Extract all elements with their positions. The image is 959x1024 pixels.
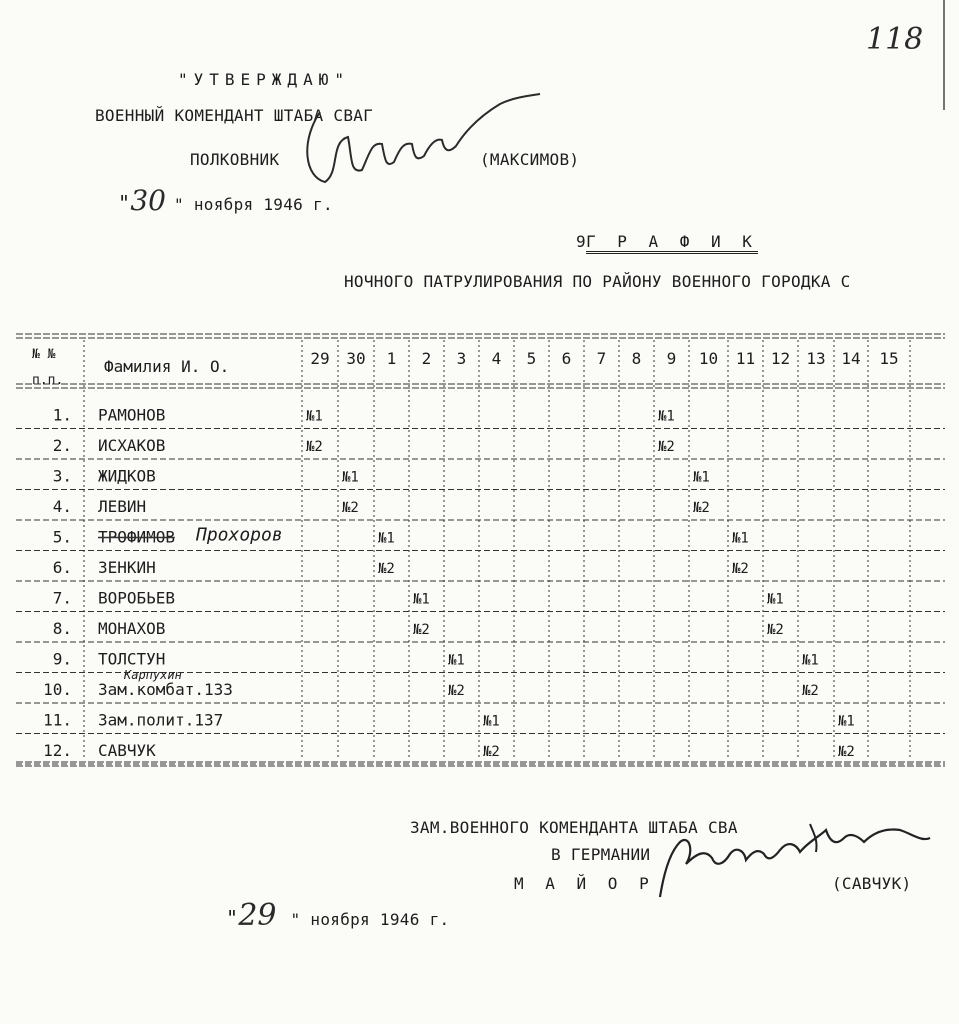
approval-title: "УТВЕРЖДАЮ": [178, 70, 350, 89]
row-name: ЛЕВИН: [98, 497, 147, 516]
signature-date-day: 29: [238, 898, 277, 933]
row-name: САВЧУК: [98, 741, 156, 760]
row-name: ТОЛСТУН: [98, 649, 166, 669]
header-day: 2: [421, 349, 432, 368]
signature-date-rest: " ноября 1946 г.: [290, 910, 450, 929]
row-name: ЖИДКОВ: [98, 466, 156, 486]
header-day: 14: [841, 349, 861, 368]
patrol-mark: №1: [767, 591, 784, 608]
patrol-mark: №1: [483, 713, 500, 730]
patrol-mark: №2: [378, 561, 395, 577]
approval-date: "30 " ноября 1946 г.: [118, 184, 333, 217]
patrol-mark: №1: [342, 469, 359, 486]
patrol-mark: №2: [767, 622, 784, 638]
row-name: ЗЕНКИН: [98, 558, 156, 577]
header-number-label: № №: [32, 347, 56, 362]
row-number: 1.: [52, 405, 72, 425]
patrol-mark: №2: [448, 683, 465, 699]
approval-name: (МАКСИМОВ): [480, 150, 580, 169]
signature-rank: М А Й О Р: [514, 874, 655, 893]
major-signature: [650, 812, 940, 902]
row-number: 7.: [52, 588, 72, 608]
row-handwritten-note: Карпухин: [124, 668, 182, 682]
approval-position: ВОЕННЫЙ КОМЕНДАНТ ШТАБА СВАГ: [95, 106, 374, 125]
row-name: ТРОФИМОВ: [98, 527, 176, 547]
row-number: 3.: [52, 466, 72, 486]
patrol-mark: №1: [378, 530, 395, 547]
patrol-mark: №1: [732, 530, 749, 547]
patrol-mark: №1: [658, 408, 675, 425]
patrol-mark: №2: [658, 439, 675, 455]
patrol-mark: №2: [732, 561, 749, 577]
signature-name: (САВЧУК): [832, 874, 912, 893]
patrol-mark: №1: [448, 652, 465, 669]
patrol-mark: №1: [802, 652, 819, 669]
header-number-label-sub: п.п.: [32, 373, 64, 388]
header-day: 1: [386, 349, 397, 368]
heading-subtitle: НОЧНОГО ПАТРУЛИРОВАНИЯ ПО РАЙОНУ ВОЕННОГО ГОРОДКА С: [344, 272, 851, 291]
header-day: 10: [698, 349, 719, 368]
heading-prefix: 9: [576, 232, 586, 251]
row-name: ИСХАКОВ: [98, 436, 166, 455]
patrol-mark: №2: [483, 744, 500, 760]
row-number: 8.: [52, 619, 72, 638]
patrol-mark: №1: [693, 469, 710, 486]
signature-line1: ЗАМ.ВОЕННОГО КОМЕНДАНТА ШТАБА СВА: [410, 818, 738, 837]
row-number: 11.: [43, 710, 72, 730]
row-handwritten-note: Прохоров: [196, 524, 283, 546]
patrol-mark: №2: [802, 683, 819, 699]
header-day: 3: [456, 349, 467, 368]
row-number: 9.: [52, 649, 72, 669]
patrol-mark: №2: [838, 744, 855, 760]
row-name: ВОРОБЬЕВ: [98, 588, 176, 608]
row-number: 12.: [43, 741, 72, 760]
folio-number: 118: [866, 22, 924, 57]
row-name: МОНАХОВ: [98, 619, 166, 638]
header-day: 4: [491, 349, 502, 368]
header-day: 5: [526, 349, 537, 368]
header-day: 12: [770, 349, 791, 368]
header-day: 13: [806, 349, 826, 368]
row-name: Зам.полит.137: [98, 710, 224, 730]
approval-rank: ПОЛКОВНИК: [190, 150, 280, 169]
header-day: 8: [631, 349, 642, 368]
row-name: РАМОНОВ: [98, 405, 166, 425]
signature-date: "29 " ноября 1946 г.: [226, 898, 450, 933]
header-day: 15: [879, 349, 899, 368]
header-day: 9: [666, 349, 677, 368]
row-number: 10.: [43, 680, 72, 699]
header-day: 11: [735, 349, 756, 368]
row-name: Зам.комбат.133: [98, 680, 233, 699]
header-day: 6: [561, 349, 572, 368]
patrol-mark: №1: [306, 408, 323, 425]
heading-title-text: Г Р А Ф И К: [586, 232, 758, 254]
row-number: 5.: [52, 527, 72, 547]
patrol-mark: №2: [342, 500, 359, 516]
patrol-mark: №2: [306, 439, 323, 455]
approval-date-rest: " ноября 1946 г.: [173, 195, 333, 214]
patrol-mark: №1: [838, 713, 855, 730]
patrol-mark: №2: [693, 500, 710, 516]
approval-date-day: 30: [130, 184, 166, 217]
row-number: 6.: [52, 558, 72, 577]
header-name-label: Фамилия И. О.: [104, 357, 230, 376]
patrol-mark: №1: [413, 591, 430, 608]
header-day: 7: [596, 349, 607, 368]
header-day: 30: [346, 349, 366, 368]
signature-line2: В ГЕРМАНИИ: [551, 845, 651, 864]
patrol-mark: №2: [413, 622, 430, 638]
row-number: 2.: [52, 436, 72, 455]
row-number: 4.: [52, 497, 72, 516]
header-day: 29: [310, 349, 330, 368]
